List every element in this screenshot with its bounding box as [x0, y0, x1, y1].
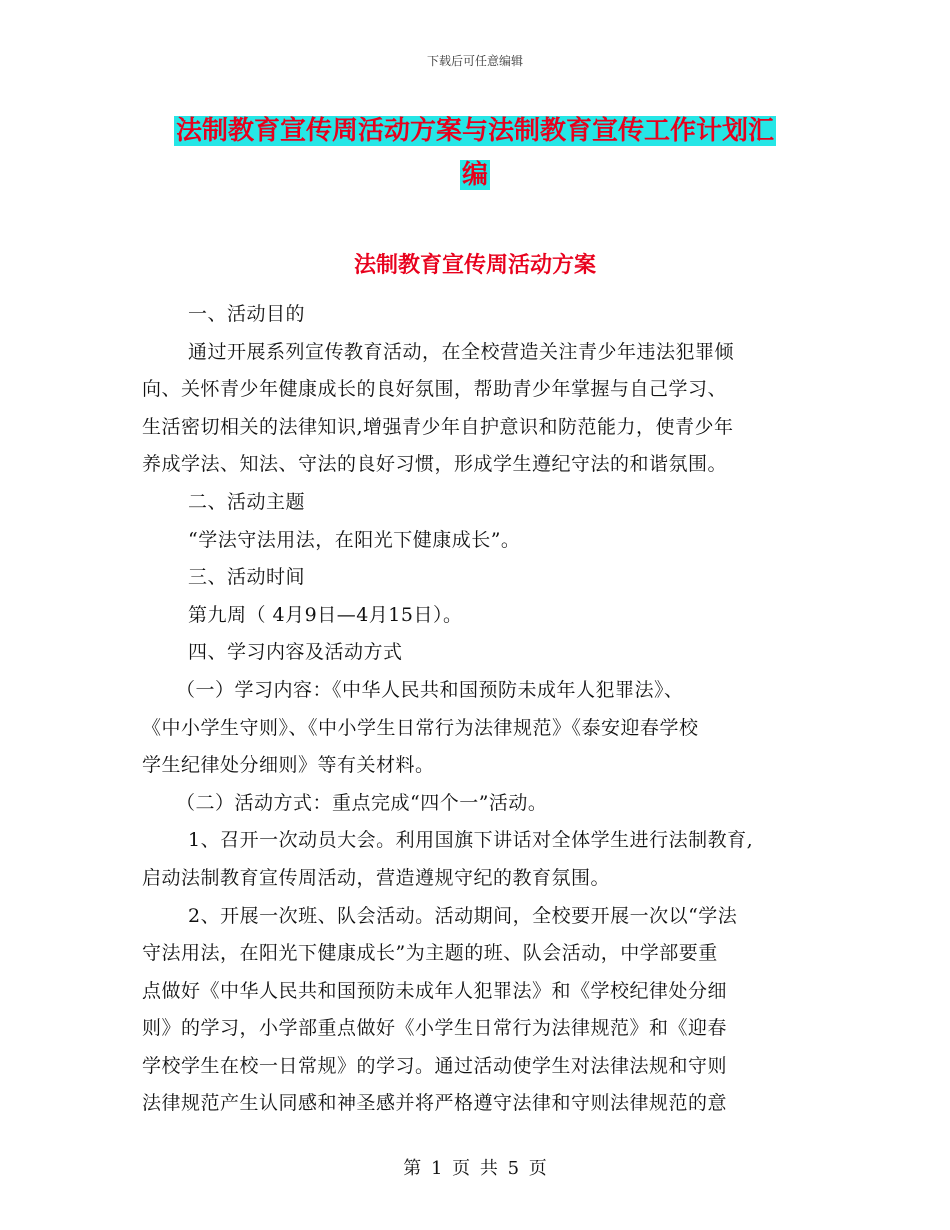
paragraph-line: 生活密切相关的法律知识,增强青少年自护意识和防范能力，使青少年 [142, 415, 734, 438]
heading-activity-purpose: 一、活动目的 [188, 303, 306, 325]
document-title-line-2 [0, 156, 950, 194]
paragraph-line: 通过开展系列宣传教育活动，在全校营造关注青少年违法犯罪倾 [188, 340, 735, 363]
paragraph-line: 《中小学生守则》、《中小学生日常行为法律规范》《泰安迎春学校 [142, 716, 699, 739]
paragraph-line: 启动法制教育宣传周活动，营造遵规守纪的教育氛围。 [142, 866, 611, 889]
document-title-line-1 [0, 112, 950, 150]
paragraph-line: 学生纪律处分细则》等有关材料。 [142, 754, 435, 777]
heading-content-and-methods: 四、学习内容及活动方式 [188, 641, 403, 664]
paragraph-line: 养成学法、知法、守法的良好习惯，形成学生遵纪守法的和谐氛围。 [142, 453, 728, 476]
paragraph-line: 学校学生在校一日常规》的学习。通过活动使学生对法律法规和守则 [142, 1054, 728, 1077]
heading-activity-time: 三、活动时间 [188, 566, 306, 589]
paragraph-line: “学法守法用法，在阳光下健康成长”。 [188, 528, 521, 551]
page-header-note: 下载后可任意编辑 [426, 54, 523, 68]
heading-activity-theme: 二、活动主题 [188, 490, 306, 513]
paragraph-line: 点做好《中华人民共和国预防未成年人犯罪法》和《学校纪律处分细 [142, 979, 728, 1002]
document-title-text-2: 编 [461, 160, 488, 190]
paragraph-line: 法律规范产生认同感和神圣感并将严格遵守法律和守则法律规范的意 [142, 1092, 728, 1115]
paragraph-line: （二）活动方式：重点完成“四个一”活动。 [176, 791, 548, 814]
section-title: 法制教育宣传周活动方案 [353, 253, 596, 278]
page-number-footer: 第 1 页 共 5 页 [403, 1158, 547, 1179]
paragraph-line: 则》的学习，小学部重点做好《小学生日常行为法律规范》和《迎春 [142, 1017, 728, 1040]
paragraph-line: 2、开展一次班、队会活动。活动期间，全校要开展一次以“学法 [188, 904, 738, 927]
paragraph-line: 1、召开一次动员大会。利用国旗下讲话对全体学生进行法制教育, [188, 829, 754, 852]
document-title-text-1: 法制教育宣传周活动方案与法制教育宣传工作计划汇 [175, 116, 774, 146]
paragraph-line: 第九周（ 4月9日—4月15日）。 [188, 603, 463, 626]
document-body [142, 296, 822, 1123]
paragraph-line: 向、关怀青少年健康成长的良好氛围，帮助青少年掌握与自己学习、 [142, 378, 728, 401]
paragraph-line: 守法用法，在阳光下健康成长”为主题的班、队会活动，中学部要重 [142, 942, 718, 965]
paragraph-line: （一）学习内容：《中华人民共和国预防未成年人犯罪法》、 [176, 678, 684, 701]
